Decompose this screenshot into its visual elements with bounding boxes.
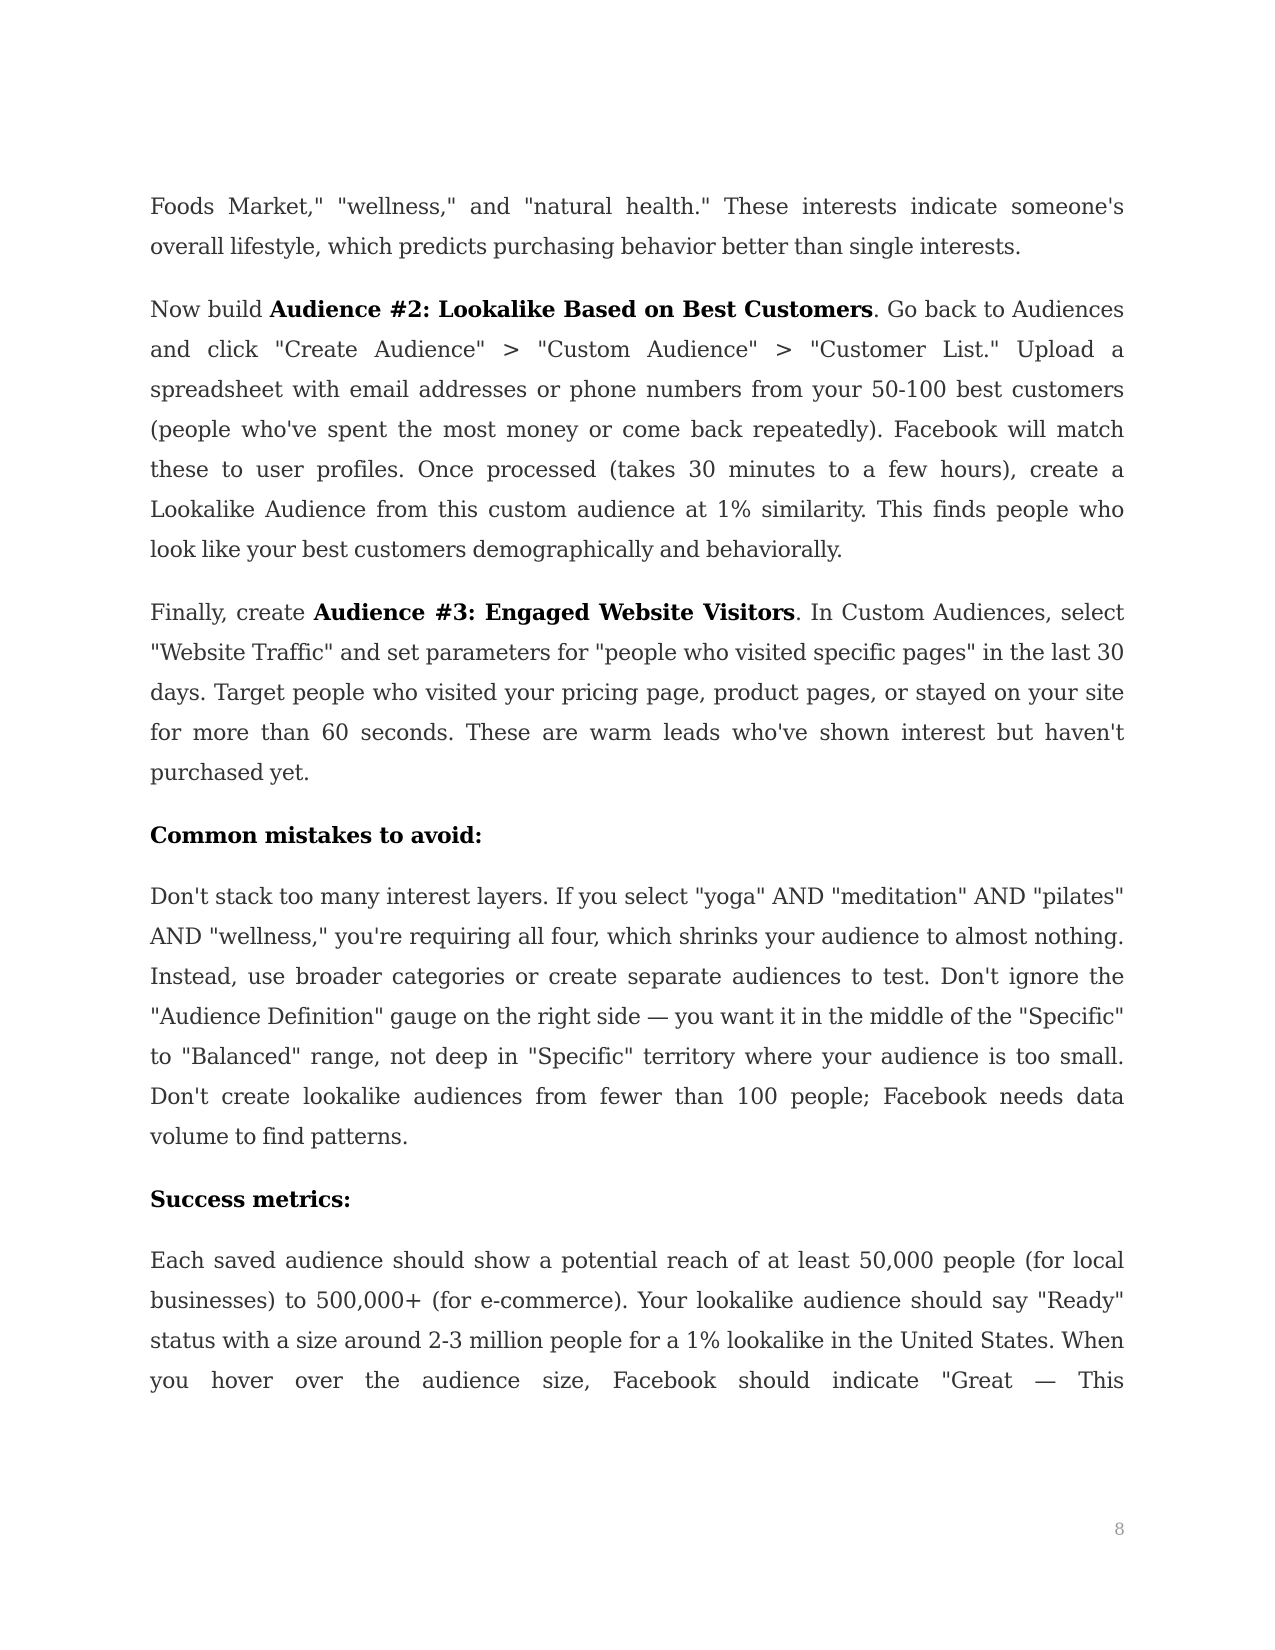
audience-3-title: Audience #3: Engaged Website Visitors — [313, 600, 795, 626]
paragraph-audience-2 — [150, 290, 1124, 571]
audience-2-title: Audience #2: Lookalike Based on Best Customers — [269, 297, 873, 323]
page-number: 8 — [1114, 1520, 1125, 1540]
document-page — [150, 188, 1124, 1424]
paragraph-success-metrics: Each saved audience should show a potential reach of at least 50,000 people (for local businesses) to 500,000+ (for e-commerce). Your lookalike audience should say "Ready" status with a size around 2-3 million people for a 1% lookalike in the United States. When you hover over the audience size, Facebook should indicate "Great — This — [150, 1249, 1124, 1394]
mistakes-heading: Common mistakes to avoid: — [150, 823, 483, 849]
paragraph-mistakes: Don't stack too many interest layers. If you select "yoga" AND "meditation" AND "pilates" AND "wellness," you're requiring all four, which shrinks your audience to almost nothing. Instead, use broader categories or create separate audiences to test. Don't ignore the "Audience Definition" gauge on the right side — you want it in the middle of the "Specific" to "Balanced" range, not deep in "Specific" territory where your audience is too small. Don't create lookalike audiences from fewer than 100 people; Facebook needs data volume to find patterns. — [150, 885, 1124, 1150]
paragraph-lifestyle-interests: Foods Market," "wellness," and "natural health." These interests indicate someone's overall lifestyle, which predicts purchasing behavior better than single interests. — [150, 195, 1124, 260]
audience-3-body: . In Custom Audiences, select "Website Traffic" and set parameters for "people who visited specific pages" in the last 30 days. Target people who visited your pricing page, product pages, or stayed on your site for more than 60 seconds. These are warm leads who've shown interest but haven't purchased yet. — [150, 601, 1125, 786]
audience-2-body: . Go back to Audiences and click "Create Audience" > "Custom Audience" > "Customer List." Upload a spreadsheet with email addresses or phone numbers from your 50-100 best customers (people who've spent the most money or come back repeatedly). Facebook will match these to user profiles. Once processed (takes 30 minutes to a few hours), create a Lookalike Audience from this custom audience at 1% similarity. This finds people who look like your best customers demographically and behaviorally. — [150, 298, 1124, 563]
paragraph-audience-3 — [150, 593, 1124, 794]
audience-3-intro: Finally, create — [150, 601, 314, 626]
audience-2-intro: Now build — [150, 298, 270, 323]
success-metrics-heading: Success metrics: — [150, 1187, 351, 1213]
